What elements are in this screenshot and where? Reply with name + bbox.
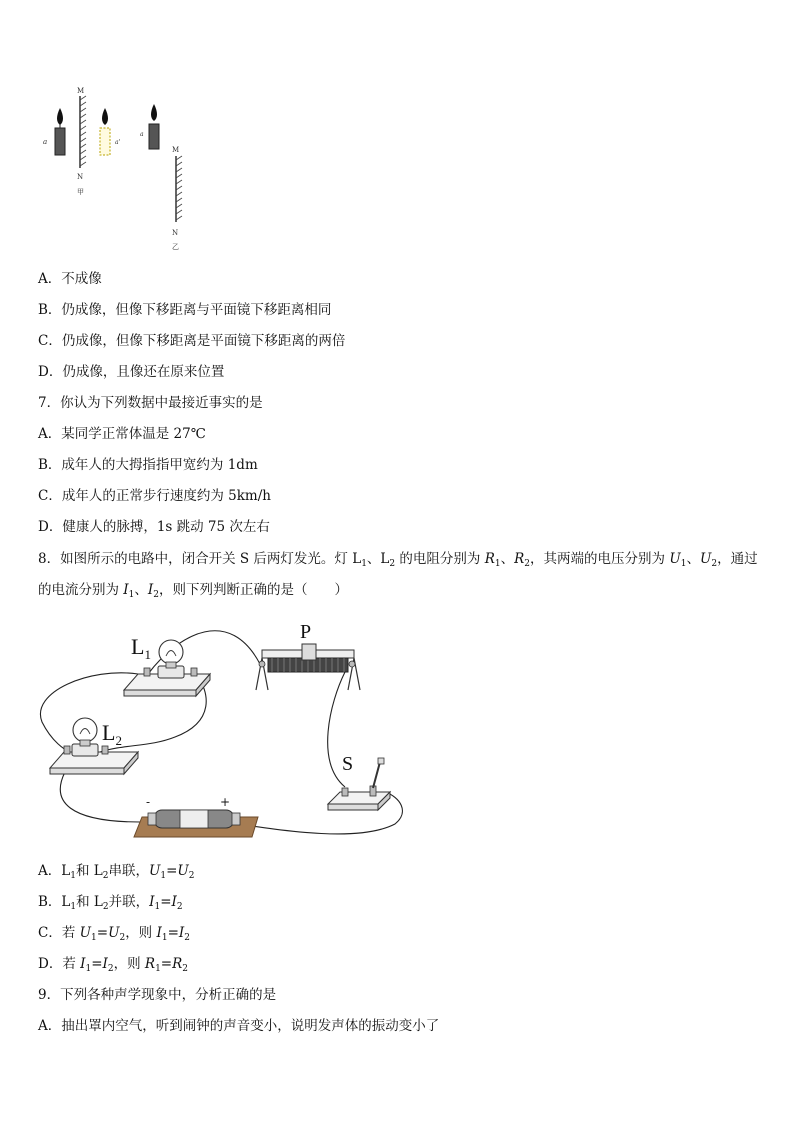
label-p: P [300, 621, 312, 643]
q6-option-c: C．仍成像，但像下移距离是平面镜下移距离的两倍 [38, 333, 346, 349]
mirror-candle-figure [30, 82, 200, 254]
q7-stem: 7．你认为下列数据中最接近事实的是 [38, 395, 263, 411]
label-minus: - [146, 795, 151, 809]
flame-a-prime-icon [102, 108, 108, 125]
q8-option-c: C．若 $U_1=U_2$，则 $I_1=I_2$ [38, 925, 190, 943]
q6-option-d: D．仍成像，且像还在原来位置 [38, 364, 225, 380]
candle-a [55, 128, 65, 155]
label-s: S [342, 753, 354, 775]
q8-option-a: A．$L_1$和 $L_2$串联，$U_1=U_2$ [38, 863, 195, 881]
bulb-l1-icon [159, 640, 183, 664]
flame-a-icon [57, 108, 63, 125]
circuit-figure [30, 612, 410, 844]
q8-stem-line2: 的电流分别为 $I_1$、$I_2$，则下列判断正确的是（ ） [38, 582, 348, 600]
candle-a2 [149, 124, 159, 149]
q6-option-a: A．不成像 [38, 271, 102, 287]
bulb-l2-icon [73, 718, 97, 742]
label-m1: M [77, 87, 85, 95]
label-jia: 甲 [77, 188, 84, 196]
label-l1: $L_1$ [131, 634, 151, 662]
label-n2: N [172, 229, 179, 237]
label-n1: N [77, 173, 84, 181]
label-l2: $L_2$ [102, 720, 122, 748]
q7-option-b: B．成年人的大拇指指甲宽约为 1dm [38, 457, 258, 473]
lamp-l2 [50, 718, 138, 774]
q8-option-b: B．$L_1$和 $L_2$并联，$I_1=I_2$ [38, 894, 183, 912]
battery [134, 810, 258, 837]
q8-option-d: D．若 $I_1=I_2$，则 $R_1=R_2$ [38, 956, 189, 974]
label-a: a [43, 138, 48, 146]
flame-a2-icon [151, 104, 157, 121]
label-a2: a [140, 131, 144, 138]
q6-option-b: B．仍成像，但像下移距离与平面镜下移距离相同 [38, 302, 332, 318]
label-yi: 乙 [172, 243, 179, 251]
q9-option-a: A．抽出罩内空气，听到闹钟的声音变小，说明发声体的振动变小了 [38, 1018, 440, 1034]
rheostat [256, 644, 360, 690]
label-m2: M [172, 146, 180, 154]
q7-option-a: A．某同学正常体温是 27℃ [38, 426, 206, 442]
switch-s [328, 758, 390, 810]
q7-option-d: D．健康人的脉搏，1s 跳动 75 次左右 [38, 519, 270, 535]
q8-stem-line1: 8．如图所示的电路中，闭合开关 S 后两灯发光。灯 $L_1$、$L_2$ 的电阻分别为 $R_1$、$R_2$，其两端的电压分别为 $U_1$、$U_2$，通过 [38, 551, 758, 569]
label-plus: + [220, 795, 231, 809]
label-a-prime: a' [115, 139, 121, 146]
q9-stem: 9．下列各种声学现象中，分析正确的是 [38, 987, 277, 1003]
candle-image-a-prime [100, 128, 110, 155]
q7-option-c: C．成年人的正常步行速度约为 5km/h [38, 488, 271, 504]
